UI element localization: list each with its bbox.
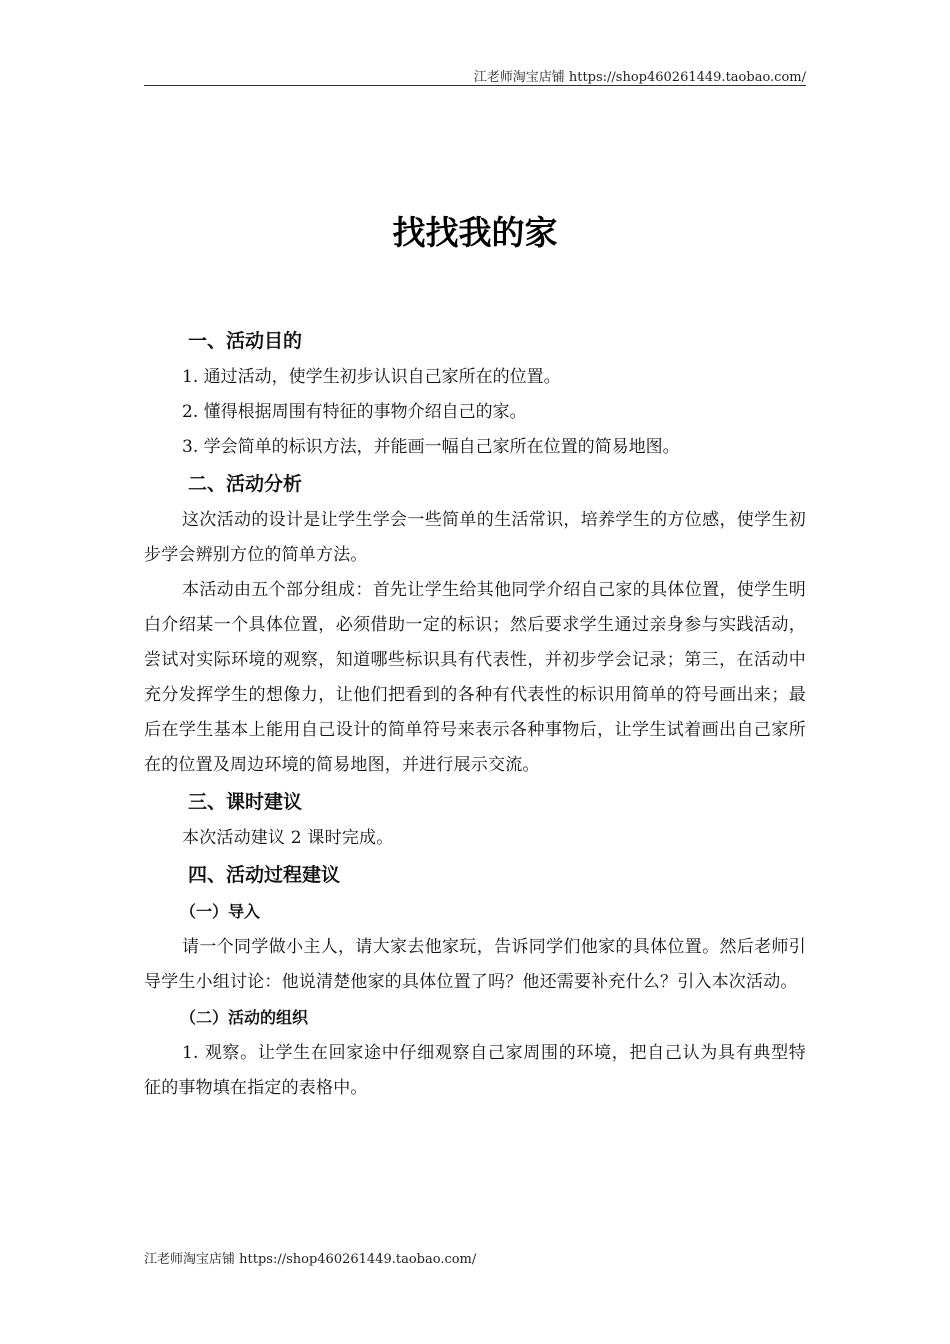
- analysis-paragraph-2: 本活动由五个部分组成：首先让学生给其他同学介绍自己家的具体位置，使学生明白介绍某一个具体位置，必须借助一定的标识；然后要求学生通过亲身参与实践活动，尝试对实际环境的观察，知道哪些标识具有代表性，并初步学会记录；第三，在活动中充分发挥学生的想像力，让他们把看到的各种有代表性的标识用简单的符号画出来；最后在学生基本上能用自己设计的简单符号来表示各种事物后，让学生试着画出自己家所在的位置及周边环境的简易地图，并进行展示交流。: [144, 580, 806, 775]
- section-heading-process: 四、活动过程建议: [188, 864, 341, 886]
- document-title: 找找我的家: [392, 213, 558, 252]
- analysis-paragraph-1: 这次活动的设计是让学生学会一些简单的生活常识，培养学生的方位感，使学生初步学会辨别方位的简单方法。: [144, 510, 806, 565]
- subsection-heading-intro: （一）导入: [180, 902, 261, 921]
- document-body: [144, 322, 806, 1106]
- section-heading-schedule: 三、课时建议: [188, 791, 303, 813]
- schedule-paragraph: 本次活动建议 2 课时完成。: [182, 828, 394, 848]
- page-footer: 江老师淘宝店铺 https://shop460261449.taobao.com/: [144, 1252, 477, 1267]
- subsection-heading-organization: （二）活动的组织: [180, 1008, 309, 1027]
- purpose-item-2: 2. 懂得根据周围有特征的事物介绍自己的家。: [182, 402, 527, 422]
- section-heading-purpose: 一、活动目的: [188, 330, 303, 352]
- intro-paragraph: 请一个同学做小主人，请大家去他家玩，告诉同学们他家的具体位置。然后老师引导学生小组讨论：他说清楚他家的具体位置了吗？他还需要补充什么？引入本次活动。: [144, 937, 806, 992]
- purpose-item-3: 3. 学会简单的标识方法，并能画一幅自己家所在位置的简易地图。: [182, 437, 680, 457]
- section-heading-analysis: 二、活动分析: [188, 473, 303, 495]
- page-header: 江老师淘宝店铺 https://shop460261449.taobao.com/: [473, 70, 806, 85]
- header-rule: [144, 85, 806, 86]
- organization-paragraph: 1. 观察。让学生在回家途中仔细观察自己家周围的环境，把自己认为具有典型特征的事物填在指定的表格中。: [144, 1043, 806, 1098]
- purpose-item-1: 1. 通过活动，使学生初步认识自己家所在的位置。: [182, 367, 561, 387]
